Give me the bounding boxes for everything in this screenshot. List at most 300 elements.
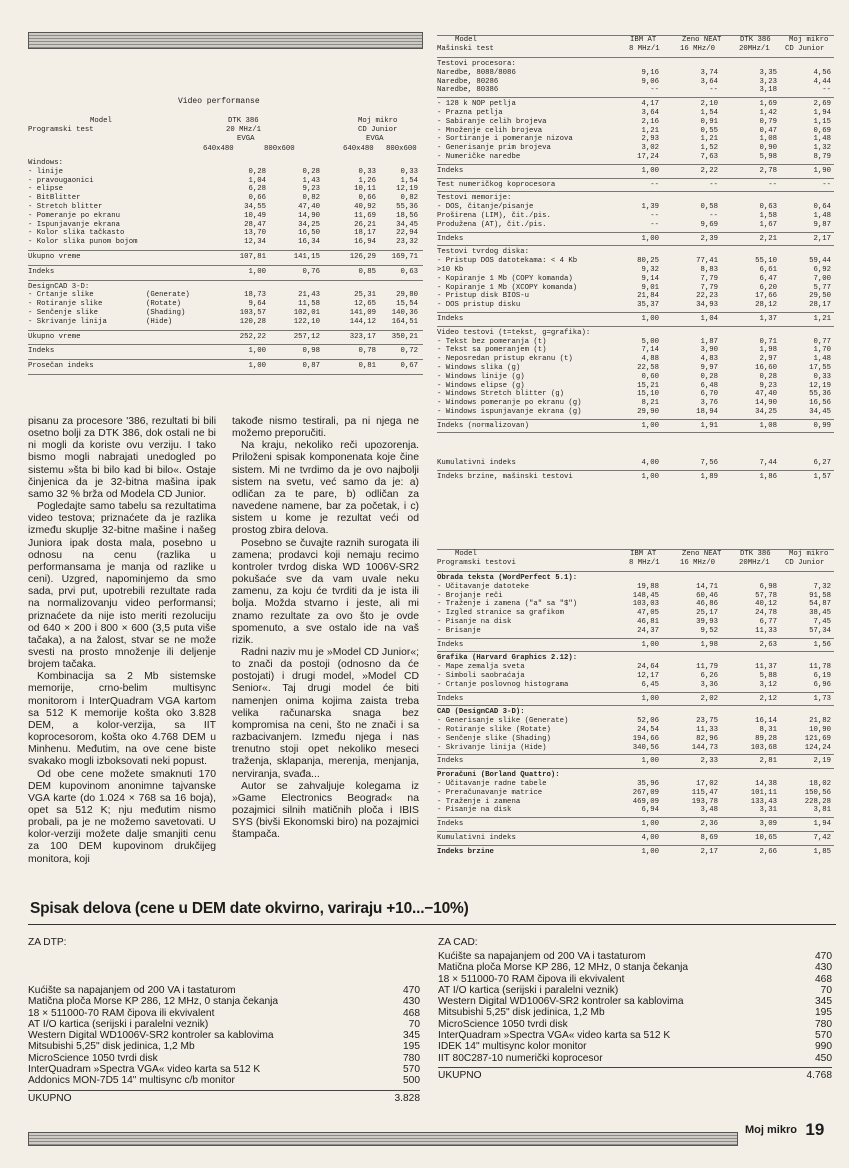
part-item xyxy=(28,985,420,996)
row-value: 1,89 xyxy=(700,473,718,482)
row-value: 141,09 xyxy=(349,308,376,317)
row-label: - Kopiranje 1 Mb (COPY komanda) xyxy=(437,274,573,283)
row-value: 1,21 xyxy=(700,135,718,144)
row-value: 25,17 xyxy=(696,609,718,618)
row-label: Indeks brzine xyxy=(437,847,494,856)
row-value: 9,01 xyxy=(641,283,659,292)
row-value: 35,96 xyxy=(637,779,659,788)
row-value: 1,21 xyxy=(813,314,831,323)
part-name: Mitsubishi 5,25" disk jedinica, 1,2 Mb xyxy=(28,1041,195,1053)
row-label: - Učitavanje radne tabele xyxy=(437,779,547,788)
part-item xyxy=(438,951,832,962)
row-label: - Crtanje poslovnog histograma xyxy=(437,680,569,689)
row-label: - Kolor slika tačkasto xyxy=(28,229,125,238)
row-value: 15,10 xyxy=(637,390,659,399)
row-value: 2,97 xyxy=(759,355,777,364)
table-row xyxy=(437,221,834,230)
row-value: 6,26 xyxy=(700,671,718,680)
header-stripe xyxy=(28,32,423,49)
row-value: 8,21 xyxy=(641,399,659,408)
row-label: - DOS pristup disku xyxy=(437,301,521,310)
col-header: Model xyxy=(455,550,477,558)
row-label: - Kolor slika punom bojom xyxy=(28,238,138,247)
row-value: 1,00 xyxy=(641,314,659,323)
col-header: 16 MHz/0 xyxy=(680,558,716,567)
table-row xyxy=(437,100,834,109)
table-row xyxy=(437,408,834,417)
row-value: 0,64 xyxy=(813,203,831,212)
table-row xyxy=(437,672,834,681)
row-value: 18,02 xyxy=(809,779,831,788)
table-row xyxy=(437,780,834,789)
row-value: 12,17 xyxy=(637,671,659,680)
row-value: 1,69 xyxy=(759,100,777,109)
row-value: 0,87 xyxy=(302,362,320,371)
row-sublabel: (Shading) xyxy=(146,308,186,317)
row-value: 0,63 xyxy=(759,203,777,212)
row-value: 4,83 xyxy=(700,355,718,364)
row-value: 5,00 xyxy=(641,337,659,346)
row-value: 1,00 xyxy=(641,640,659,649)
row-value: 103,03 xyxy=(632,600,659,609)
table-row xyxy=(437,194,834,203)
row-label: Ukupno vreme xyxy=(28,332,81,341)
row-label: - Pomeranje po ekranu xyxy=(28,211,120,220)
row-value: 1,94 xyxy=(813,820,831,829)
row-label: - Skrivanje linija (Hide) xyxy=(437,743,547,752)
row-label: - Windows pomeranje po ekranu (g) xyxy=(437,399,582,408)
row-label: - Senčenje slike (Shading) xyxy=(437,734,551,743)
row-value: 323,17 xyxy=(349,332,376,341)
row-label: Kumulativni indeks xyxy=(437,459,516,468)
row-value: 3,76 xyxy=(700,399,718,408)
row-value: 10,11 xyxy=(354,185,376,194)
row-label: - Windows ispunjavanje ekrana (g) xyxy=(437,407,582,416)
row-value: 1,54 xyxy=(400,176,418,185)
row-value: 7,79 xyxy=(700,283,718,292)
row-label: - Tekst bez pomeranja (t) xyxy=(437,337,547,346)
table-row xyxy=(437,135,834,144)
row-value: 7,79 xyxy=(700,274,718,283)
row-value: 57,78 xyxy=(755,591,777,600)
table-row xyxy=(437,235,834,244)
part-price: 450 xyxy=(815,1052,832,1064)
row-value: 11,33 xyxy=(755,626,777,635)
paragraph: Posebno se čuvajte raznih surogata ili zamena; prodavci koji nemaju recimo kontroler tvrdog diska WD 1006V-SR2 pokušaće sve da vam uvale neku zamenu, za koju će tvrditi da je ista ili bolja. Možda stvarno i jeste, ali mi znamo rezultate za ovo što je ovde spomenuto, a sve ostalo ide na vaš rizik. xyxy=(232,537,419,646)
row-value: 4,00 xyxy=(641,459,659,468)
row-label: - Kopiranje 1 Mb (XCOPY komanda) xyxy=(437,283,578,292)
row-value: 8,69 xyxy=(700,833,718,842)
table-row xyxy=(437,757,834,766)
row-label: Ukupno vreme xyxy=(28,252,81,261)
row-value: 0,66 xyxy=(358,194,376,203)
col-header: CD Junior xyxy=(785,558,825,567)
row-value: 9,69 xyxy=(700,220,718,229)
row-value: 77,41 xyxy=(696,257,718,266)
index-row xyxy=(28,347,423,356)
row-label: Naredbe, 80386 xyxy=(437,86,499,95)
part-price: 195 xyxy=(403,1041,420,1053)
row-value: 1,43 xyxy=(302,176,320,185)
row-value: 10,65 xyxy=(755,833,777,842)
col-header: Zeno NEAT xyxy=(682,36,722,44)
row-value: 89,28 xyxy=(755,734,777,743)
row-value: 15,54 xyxy=(396,300,418,309)
table-row xyxy=(437,473,834,482)
part-name: MicroScience 1050 tvrdi disk xyxy=(28,1052,158,1064)
row-label: Naredbe, 8088/8086 xyxy=(437,68,516,77)
row-value: 6,94 xyxy=(641,806,659,815)
table-row xyxy=(437,329,834,338)
paragraph: Od obe cene možete smaknuti 170 DEM kupovinom anonimne tajvanske VGA karte (do 1.024 × 768 sa 16 boja), opet sa 512 K; nju međutim nismo probali, pa je ne možemo savetovati. U kolor-verziji možete dalje smanjiti cenu za 100 DEM kupovinom drukčijeg monitora, koji xyxy=(28,768,216,865)
part-price: 345 xyxy=(815,996,832,1008)
row-label: - Brisanje xyxy=(437,626,481,635)
row-value: 1,87 xyxy=(700,337,718,346)
table-row xyxy=(437,181,834,190)
part-price: 70 xyxy=(820,984,832,996)
row-value: 115,47 xyxy=(691,788,718,797)
row-label: - Rotiranje slike (Rotate) xyxy=(437,725,551,734)
row-value: 9,97 xyxy=(700,363,718,372)
row-label: Indeks xyxy=(437,166,464,175)
col-header-dtk: EVGA xyxy=(237,135,255,143)
part-name: Mitsubishi 5,25" disk jedinica, 1,2 Mb xyxy=(438,1007,605,1019)
part-name: InterQuadram »Spectra VGA« video karta sa 512 K xyxy=(438,1030,671,1042)
row-label: - Prazna petlja xyxy=(437,108,503,117)
row-value: 7,32 xyxy=(813,582,831,591)
part-price: 195 xyxy=(815,1007,832,1019)
row-value: 47,40 xyxy=(298,202,320,211)
row-value: 0,63 xyxy=(400,267,418,276)
row-value: 9,64 xyxy=(248,300,266,309)
col-header: Zeno NEAT xyxy=(682,550,722,558)
row-value: 2,33 xyxy=(700,757,718,766)
row-value: 2,39 xyxy=(700,234,718,243)
row-label: - Stretch blitter xyxy=(28,202,103,211)
row-value: 25,31 xyxy=(354,291,376,300)
program-tests-table xyxy=(437,550,834,857)
row-value: 34,45 xyxy=(396,220,418,229)
row-value: 1,42 xyxy=(759,108,777,117)
row-value: 6,19 xyxy=(813,671,831,680)
article-column-middle xyxy=(232,416,419,841)
row-value: 9,87 xyxy=(813,220,831,229)
row-label: Produžena (AT), čit./pis. xyxy=(437,220,547,229)
row-value: 340,56 xyxy=(632,743,659,752)
table-row xyxy=(437,257,834,266)
table-row xyxy=(437,848,834,857)
row-value: 0,91 xyxy=(700,117,718,126)
article-column-left xyxy=(28,416,216,866)
row-label: - Windows Stretch blitter (g) xyxy=(437,390,564,399)
row-value: 169,71 xyxy=(391,252,418,261)
row-label: Indeks xyxy=(437,757,464,766)
row-value: 22,94 xyxy=(396,229,418,238)
row-value: 1,56 xyxy=(813,640,831,649)
row-value: 1,70 xyxy=(813,346,831,355)
page-footer xyxy=(745,1120,840,1144)
row-value: 46,86 xyxy=(696,600,718,609)
row-label: Testovi tvrdog diska: xyxy=(437,248,529,257)
row-value: 82,96 xyxy=(696,734,718,743)
row-value: 7,42 xyxy=(813,833,831,842)
table-row xyxy=(28,168,423,177)
row-value: 1,00 xyxy=(641,166,659,175)
row-value: 1,00 xyxy=(248,362,266,371)
row-value: 1,48 xyxy=(813,355,831,364)
row-value: 12,34 xyxy=(244,238,266,247)
row-label: - Windows slika (g) xyxy=(437,363,521,372)
row-value: 2,02 xyxy=(700,694,718,703)
table-row xyxy=(28,177,423,186)
table-row xyxy=(28,309,423,318)
row-value: 0,58 xyxy=(700,203,718,212)
row-value: 1,32 xyxy=(813,144,831,153)
row-value: 14,90 xyxy=(755,399,777,408)
row-value: 34,25 xyxy=(298,220,320,229)
row-label: - DOS, čitanje/pisanje xyxy=(437,203,534,212)
row-value: 8,83 xyxy=(700,265,718,274)
part-name: Kućište sa napajanjem od 200 VA i tastaturom xyxy=(28,985,236,996)
row-label: - elipse xyxy=(28,185,64,194)
row-label: - Izgled stranice sa grafikom xyxy=(437,609,564,618)
table-row xyxy=(437,789,834,798)
row-value: 0,66 xyxy=(248,194,266,203)
table-row xyxy=(437,118,834,127)
part-item xyxy=(28,1030,420,1041)
row-value: 34,45 xyxy=(809,407,831,416)
row-value: 2,17 xyxy=(700,847,718,856)
col-header: IBM AT xyxy=(630,550,657,558)
row-value: 34,25 xyxy=(755,407,777,416)
col-header: Mašinski test xyxy=(437,44,494,53)
row-value: 14,71 xyxy=(696,582,718,591)
col-header-moj: EVGA xyxy=(366,135,384,143)
row-label: - Ispunjavanje ekrana xyxy=(28,220,120,229)
part-item xyxy=(438,1053,832,1064)
row-value: 1,00 xyxy=(248,267,266,276)
row-label: - Windows elipse (g) xyxy=(437,381,525,390)
table-row xyxy=(437,203,834,212)
row-value: 1,85 xyxy=(813,847,831,856)
table-row xyxy=(437,292,834,301)
table-row xyxy=(28,221,423,230)
row-value: 0,55 xyxy=(700,126,718,135)
col-header: IBM AT xyxy=(630,36,657,44)
row-label: - BitBlitter xyxy=(28,194,81,203)
row-value: -- xyxy=(768,180,777,189)
table-row xyxy=(437,167,834,176)
row-value: 0,76 xyxy=(302,267,320,276)
table-row xyxy=(437,275,834,284)
table-row xyxy=(437,86,834,95)
row-value: 0,98 xyxy=(302,347,320,356)
row-value: 11,37 xyxy=(755,663,777,672)
table-row xyxy=(437,618,834,627)
row-value: 12,19 xyxy=(809,381,831,390)
table-row xyxy=(437,583,834,592)
table-row xyxy=(437,641,834,650)
row-value: 6,96 xyxy=(813,680,831,689)
cad-total-label: UKUPNO xyxy=(438,1069,482,1081)
paragraph: Na kraju, nekoliko reči upozorenja. Priloženi spisak komponenata koje čine sistem. Mi ne tvrdimo da je ovo najbolji sistem na svetu, već samo da je: a) odličan za te pare, b) odličan za navedene namene, bar za početak, i c) sistem u kome je rezultat veći od prostog zbira delova. xyxy=(232,440,419,537)
part-price: 70 xyxy=(408,1018,420,1030)
part-item xyxy=(438,1041,832,1052)
col-header-model: Model xyxy=(90,117,112,125)
row-value: 228,28 xyxy=(804,797,831,806)
part-price: 570 xyxy=(815,1030,832,1042)
row-value: 1,86 xyxy=(759,473,777,482)
row-label: Proširena (LIM), čit./pis. xyxy=(437,211,551,220)
table-row xyxy=(437,248,834,257)
row-value: 2,78 xyxy=(759,166,777,175)
part-name: InterQuadram »Spectra VGA« video karta sa 512 K xyxy=(28,1064,261,1076)
table-row xyxy=(437,69,834,78)
average-index-row xyxy=(28,362,423,371)
row-value: 1,26 xyxy=(358,176,376,185)
row-label: Prosečan indeks xyxy=(28,362,94,371)
row-label: Naredbe, 80286 xyxy=(437,77,499,86)
row-label: - Pisanje na disk xyxy=(437,806,512,815)
part-item xyxy=(438,996,832,1007)
col-header: DTK 386 xyxy=(740,36,771,44)
part-name: IDEK 14" multisync kolor monitor xyxy=(438,1041,587,1053)
video-performance-title: Video performanse xyxy=(178,97,260,106)
row-value: 9,32 xyxy=(641,265,659,274)
table-row xyxy=(437,78,834,87)
row-value: 12,65 xyxy=(354,300,376,309)
row-value: 11,33 xyxy=(696,725,718,734)
part-name: Western Digital WD1006V-SR2 kontroler sa kablovima xyxy=(438,996,684,1008)
row-value: 40,12 xyxy=(755,600,777,609)
row-value: 0,28 xyxy=(759,372,777,381)
row-value: 469,09 xyxy=(632,797,659,806)
row-value: 22,23 xyxy=(696,292,718,301)
row-value: 9,06 xyxy=(641,77,659,86)
table-row xyxy=(437,346,834,355)
row-value: 47,40 xyxy=(755,390,777,399)
table-row xyxy=(437,735,834,744)
row-label: Indeks xyxy=(437,640,464,649)
row-value: 3,90 xyxy=(700,346,718,355)
col-header: Moj mikro xyxy=(789,550,829,558)
row-value: 3,12 xyxy=(759,680,777,689)
row-value: 28,17 xyxy=(809,301,831,310)
row-value: 6,98 xyxy=(759,582,777,591)
dtp-label: ZA DTP: xyxy=(28,937,67,948)
row-value: 19,88 xyxy=(637,582,659,591)
row-value: 11,78 xyxy=(809,663,831,672)
row-value: 2,36 xyxy=(700,820,718,829)
footer-stripe xyxy=(28,1132,738,1146)
row-value: 0,85 xyxy=(358,267,376,276)
table-row xyxy=(437,60,834,69)
part-item xyxy=(28,1075,420,1086)
row-value: 6,77 xyxy=(759,617,777,626)
row-value: 141,15 xyxy=(293,252,320,261)
row-value: 28,47 xyxy=(244,220,266,229)
row-value: 164,51 xyxy=(391,317,418,326)
row-value: 59,44 xyxy=(809,257,831,266)
col-header: 20MHz/1 xyxy=(739,558,770,567)
row-value: 126,29 xyxy=(349,252,376,261)
row-value: 2,10 xyxy=(700,100,718,109)
part-item xyxy=(28,1064,420,1075)
row-label: - Mape zemalja sveta xyxy=(437,663,525,672)
page-number: 19 xyxy=(805,1120,825,1139)
part-price: 470 xyxy=(815,951,832,962)
table-row xyxy=(28,212,423,221)
index-row xyxy=(28,268,423,277)
row-value: 4,56 xyxy=(813,68,831,77)
row-value: 3,64 xyxy=(641,108,659,117)
row-value: -- xyxy=(650,211,659,220)
row-value: 5,88 xyxy=(759,671,777,680)
row-value: 91,58 xyxy=(809,591,831,600)
row-value: 6,92 xyxy=(813,265,831,274)
row-value: 60,46 xyxy=(696,591,718,600)
row-value: 3,09 xyxy=(759,820,777,829)
part-price: 430 xyxy=(815,962,832,974)
dtp-total-value: 3.828 xyxy=(394,1092,420,1104)
row-value: -- xyxy=(822,180,831,189)
table-row xyxy=(437,806,834,815)
row-value: 6,48 xyxy=(700,381,718,390)
col-header-moj: 640x480 xyxy=(343,145,374,153)
row-label: - Simboli saobraćaja xyxy=(437,671,525,680)
row-value: 5,77 xyxy=(813,283,831,292)
row-value: 0,82 xyxy=(302,194,320,203)
row-label: Indeks xyxy=(28,267,55,276)
row-label: - Sortiranje i pomeranje nizova xyxy=(437,135,573,144)
row-value: 1,00 xyxy=(641,757,659,766)
table-row xyxy=(437,355,834,364)
col-header: 20MHz/1 xyxy=(739,44,770,53)
row-value: 17,02 xyxy=(696,779,718,788)
row-value: 1,73 xyxy=(813,694,831,703)
row-value: 10,90 xyxy=(809,725,831,734)
row-value: 21,43 xyxy=(298,291,320,300)
table-row xyxy=(28,291,423,300)
col-header: 16 MHz/0 xyxy=(680,44,716,53)
row-value: 7,56 xyxy=(700,459,718,468)
part-item xyxy=(438,974,832,985)
part-price: 780 xyxy=(403,1052,420,1064)
row-label: Indeks xyxy=(28,347,55,356)
row-value: 3,23 xyxy=(759,77,777,86)
part-name: AT I/O kartica (serijski i paralelni veznik) xyxy=(28,1018,209,1030)
row-value: 4,88 xyxy=(641,355,659,364)
row-value: 2,81 xyxy=(759,757,777,766)
row-value: 24,78 xyxy=(755,609,777,618)
row-value: 4,44 xyxy=(813,77,831,86)
table-row xyxy=(437,144,834,153)
row-value: 34,55 xyxy=(244,202,266,211)
row-value: 3,31 xyxy=(759,806,777,815)
parts-list-dtp xyxy=(28,937,420,1104)
table-row xyxy=(437,627,834,636)
row-value: 1,39 xyxy=(641,203,659,212)
row-value: 0,67 xyxy=(400,362,418,371)
row-label: Testovi procesora: xyxy=(437,60,516,68)
row-label: Indeks brzine, mašinski testovi xyxy=(437,473,573,482)
col-header-dtk: 20 MHz/1 xyxy=(226,126,262,134)
row-value: 1,15 xyxy=(813,117,831,126)
row-label: Indeks xyxy=(437,234,464,243)
col-header: Programski testovi xyxy=(437,558,516,567)
row-value: 13,70 xyxy=(244,229,266,238)
row-value: 0,77 xyxy=(813,337,831,346)
